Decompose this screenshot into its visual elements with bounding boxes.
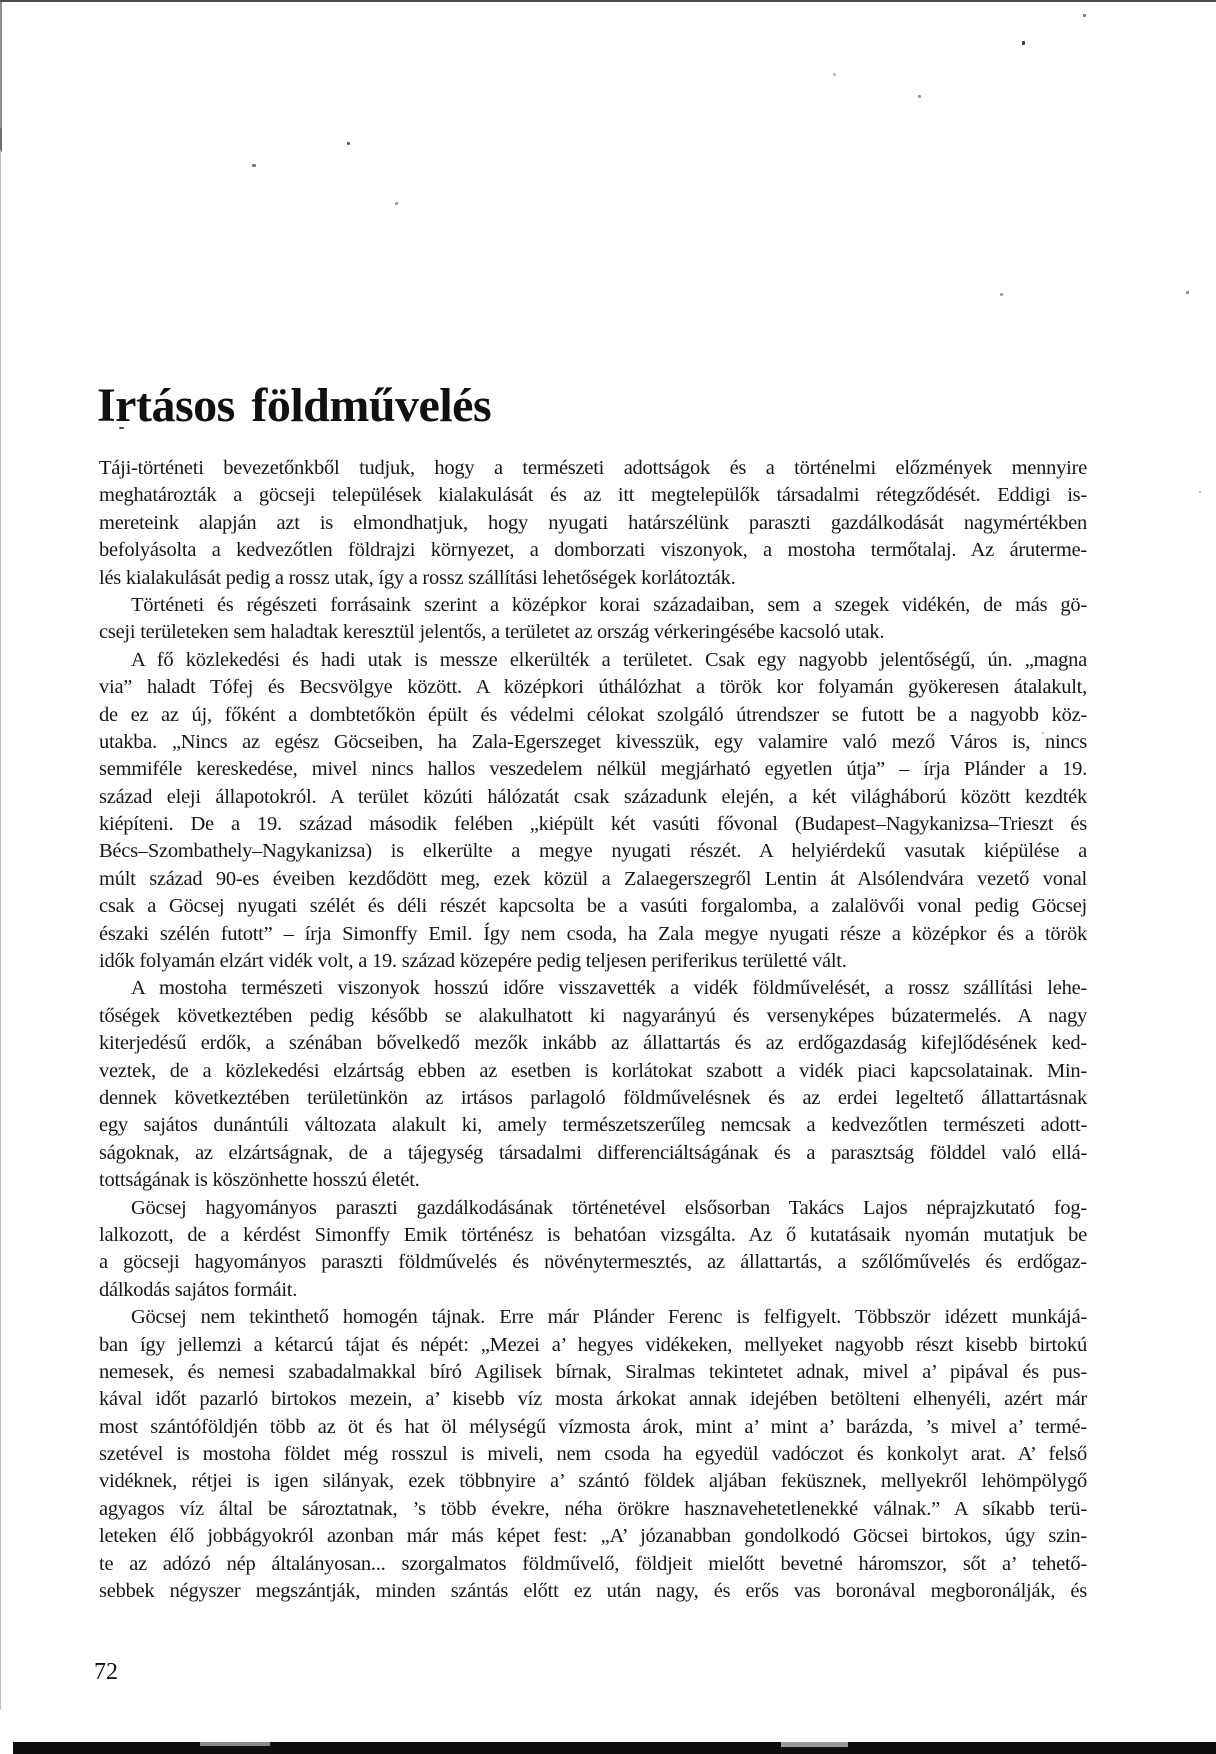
- scan-edge-top: [0, 0, 1216, 2]
- text-line: sebbek négyszer megszántják, minden szántás előtt ez után nagy, és erős vas boronával megboronálják, és: [99, 1580, 1087, 1603]
- scan-speck: [1186, 291, 1189, 294]
- text-line: leteken élő jobbágyokról azonban már más képet fest: „A’ józanabban gondolkodó Göcsei birtokos, úgy szin-: [99, 1525, 1087, 1548]
- text-line: kiterjedésű erdők, a szénában bővelkedő mezők inkább az állattartás és az erdőgazdaság kifejlődésének ked-: [99, 1032, 1087, 1055]
- text-line: kiépíteni. De a 19. század második felében „kiépült két vasúti fővonal (Budapest–Nagykanizsa–Trieszt és: [99, 813, 1087, 836]
- paragraph: [99, 647, 1087, 976]
- scan-edge-bottom: [781, 1742, 848, 1747]
- scan-speck: [395, 202, 398, 205]
- page-title: Irtásos földművelés: [97, 379, 492, 433]
- text-line: de ez az új, főként a dombtetőkön épült és védelmi célokat szolgáló útrendszer se futott be a nagyobb köz-: [99, 703, 1087, 726]
- text-line: Göcsej hagyományos paraszti gazdálkodásának történetével elsősorban Takács Lajos néprajzkutató fog-: [131, 1196, 1087, 1219]
- text-line: Történeti és régészeti forrásaink szerint a középkor korai századaiban, sem a szegek vidékén, de más gö-: [131, 593, 1087, 616]
- text-line: agyagos víz által be sároztatnak, ’s több évekre, néha örökre hasznavehetetlenekké válnak.” A síkabb terü-: [99, 1497, 1087, 1520]
- paragraph: [99, 1195, 1087, 1305]
- text-line: Táji-történeti bevezetőnkből tudjuk, hogy a természeti adottságok és a történelmi előzmények mennyire: [99, 457, 1087, 479]
- text-line: lalkozott, de a kérdést Simonffy Emik történész is behatóan vizsgálta. Az ő kutatásaik nyomán mutatjuk be: [99, 1223, 1087, 1246]
- text-line: egy sajátos dunántúli változata alakult ki, amely természetszerűleg nemcsak a kedvezőtlen természeti adott-: [99, 1114, 1087, 1137]
- text-line: befolyásolta a kedvezőtlen földrajzi környezet, a domborzati viszonyok, a mostoha termőtalaj. Az áruterme-: [99, 539, 1087, 562]
- body-text: [99, 455, 1087, 1605]
- scan-speck: [1000, 293, 1003, 296]
- text-line: ságoknak, az elzártságnak, de a tájegység társadalmi differenciáltságának és a parasztság földdel való ellá-: [99, 1141, 1087, 1164]
- text-line: mereteink alapján azt is elmondhatjuk, hogy nyugati határszélünk paraszti gazdálkodását nagymértékben: [99, 511, 1087, 534]
- text-line: Göcsej nem tekinthető homogén tájnak. Erre már Plánder Ferenc is felfigyelt. Többször idézett munkájá-: [131, 1306, 1087, 1329]
- scan-edge-left: [0, 128, 2, 152]
- scan-speck: [918, 95, 921, 98]
- text-line: veztek, de a közlekedési elzártság ebben az esetben is korlátokat szabott a vidék piaci kapcsolatainak. Min-: [99, 1059, 1087, 1082]
- text-line: semmiféle kereskedése, mivel nincs hallos veszedelem nélkül megjárható egyetlen útja” – írja Plánder a 19.: [99, 758, 1087, 781]
- text-line: vidéknek, rétjei is igen silányak, ezek többnyire a’ szántó földek aljában feküsznek, mellyekről lehömpölygő: [99, 1470, 1087, 1493]
- scan-speck: [833, 73, 836, 76]
- scan-speck: [1083, 14, 1086, 17]
- text-line: most szántóföldjén több az öt és hat öl mélységű vízmosta árok, mint a’ mint a’ barázda, ’s mivel a’ termé-: [99, 1415, 1087, 1438]
- text-line: dennek következtében területünkön az irtásos parlagoló földművelésnek és az erdei legeltető állattartásnak: [99, 1086, 1087, 1109]
- scan-speck: [347, 142, 350, 145]
- text-line: te az adózó nép általányosan... szorgalmatos földművelő, földjeit mielőtt bevetné háromszor, sőt a’ tehető-: [99, 1552, 1087, 1575]
- text-line: cseji területeken sem haladtak keresztül jelentős, a területet az ország vérkeringésébe kacsoló utak.: [99, 621, 885, 644]
- paragraph: [99, 1304, 1087, 1605]
- scan-edge-bottom: [13, 1742, 1216, 1754]
- text-line: szetével is mostoha földet még rosszul is miveli, nem csoda ha egyedül vadóczot és konkolyt arat. A’ felső: [99, 1443, 1087, 1466]
- paragraph: [99, 455, 1087, 592]
- text-line: A fő közlekedési és hadi utak is messze elkerülték a területet. Csak egy nagyobb jelentőségű, ún. „magna: [131, 648, 1087, 671]
- scan-edge-left: [0, 150, 1, 1710]
- scan-speck: [1199, 491, 1201, 493]
- text-line: A mostoha természeti viszonyok hosszú időre visszavették a vidék földművelését, a rossz szállítási lehe-: [131, 977, 1087, 1000]
- text-line: a göcseji hagyományos paraszti földművelés és növénytermesztés, az állattartás, a szőlőművelés és erdőgaz-: [99, 1251, 1087, 1274]
- text-line: kával időt pazarló birtokos mezein, a’ kisebb víz mosta árkokat annak idejében betölteni elhenyéli, azért már: [99, 1388, 1087, 1411]
- paragraph: [99, 975, 1087, 1194]
- text-line: múlt század 90-es éveiben kezdődött meg, ezek közül a Zalaegerszegről Lentin át Alsólendvára vezető vonal: [99, 867, 1087, 890]
- scan-speck: [252, 164, 256, 167]
- text-line: csak a Göcsej nyugati szélét és déli részét kapcsolta be a vasúti forgalomba, a zalalövői vonal pedig Göcsej: [99, 895, 1087, 918]
- text-line: Bécs–Szombathely–Nagykanizsa) is elkerülte a megye nyugati részét. A helyiérdekű vasutak kiépülése a: [99, 840, 1087, 863]
- text-line: lés kialakulását pedig a rossz utak, így a rossz szállítási lehetőségek korlátozták.: [99, 566, 736, 589]
- text-line: utakba. „Nincs az egész Göcseiben, ha Zala-Egerszeget kivesszük, egy valamire való mező Város is, nincs: [99, 730, 1087, 753]
- text-line: nemesek, és nemesi szabadalmakkal bíró Agilisek bírnak, Siralmas tekintetet adnak, mivel a’ pipával és pus-: [99, 1360, 1087, 1383]
- text-line: század eleji állapotokról. A terület közúti hálózatát csak századunk elején, a két világháború között kezdték: [99, 785, 1087, 808]
- scan-speck: [1022, 41, 1025, 45]
- text-line: tottságának is köszönhette hosszú életét.: [99, 1169, 420, 1192]
- text-line: via” haladt Tófej és Becsvölgye között. A középkori úthálózhat a török kor folyamán gyökeresen átalakult,: [99, 676, 1087, 699]
- text-line: meghatározták a göcseji települések kialakulását és az itt megtelepülők társadalmi rétegződését. Eddigi is-: [99, 484, 1087, 507]
- page-number: 72: [94, 1659, 118, 1685]
- scan-edge-left: [0, 2, 2, 132]
- text-line: tőségek következtében pedig később se alakulhatott ki nagyarányú és versenyképes búzatermelés. A nagy: [99, 1004, 1087, 1027]
- text-line: északi szélén futott” – írja Simonffy Emil. Így nem csoda, ha Zala megye nyugati része a középkor és a török: [99, 922, 1087, 945]
- paragraph: [99, 592, 1087, 647]
- scan-edge-bottom: [200, 1742, 270, 1746]
- text-line: dálkodás sajátos formáit.: [99, 1278, 298, 1301]
- text-line: idők folyamán elzárt vidék volt, a 19. század közepére pedig teljesen periferikus területté vált.: [99, 950, 847, 973]
- text-line: ban így jellemzi a kétarcú tájat és népét: „Mezei a’ hegyes vidékeken, mellyeket nagyobb részt kisebb birtokú: [99, 1333, 1087, 1356]
